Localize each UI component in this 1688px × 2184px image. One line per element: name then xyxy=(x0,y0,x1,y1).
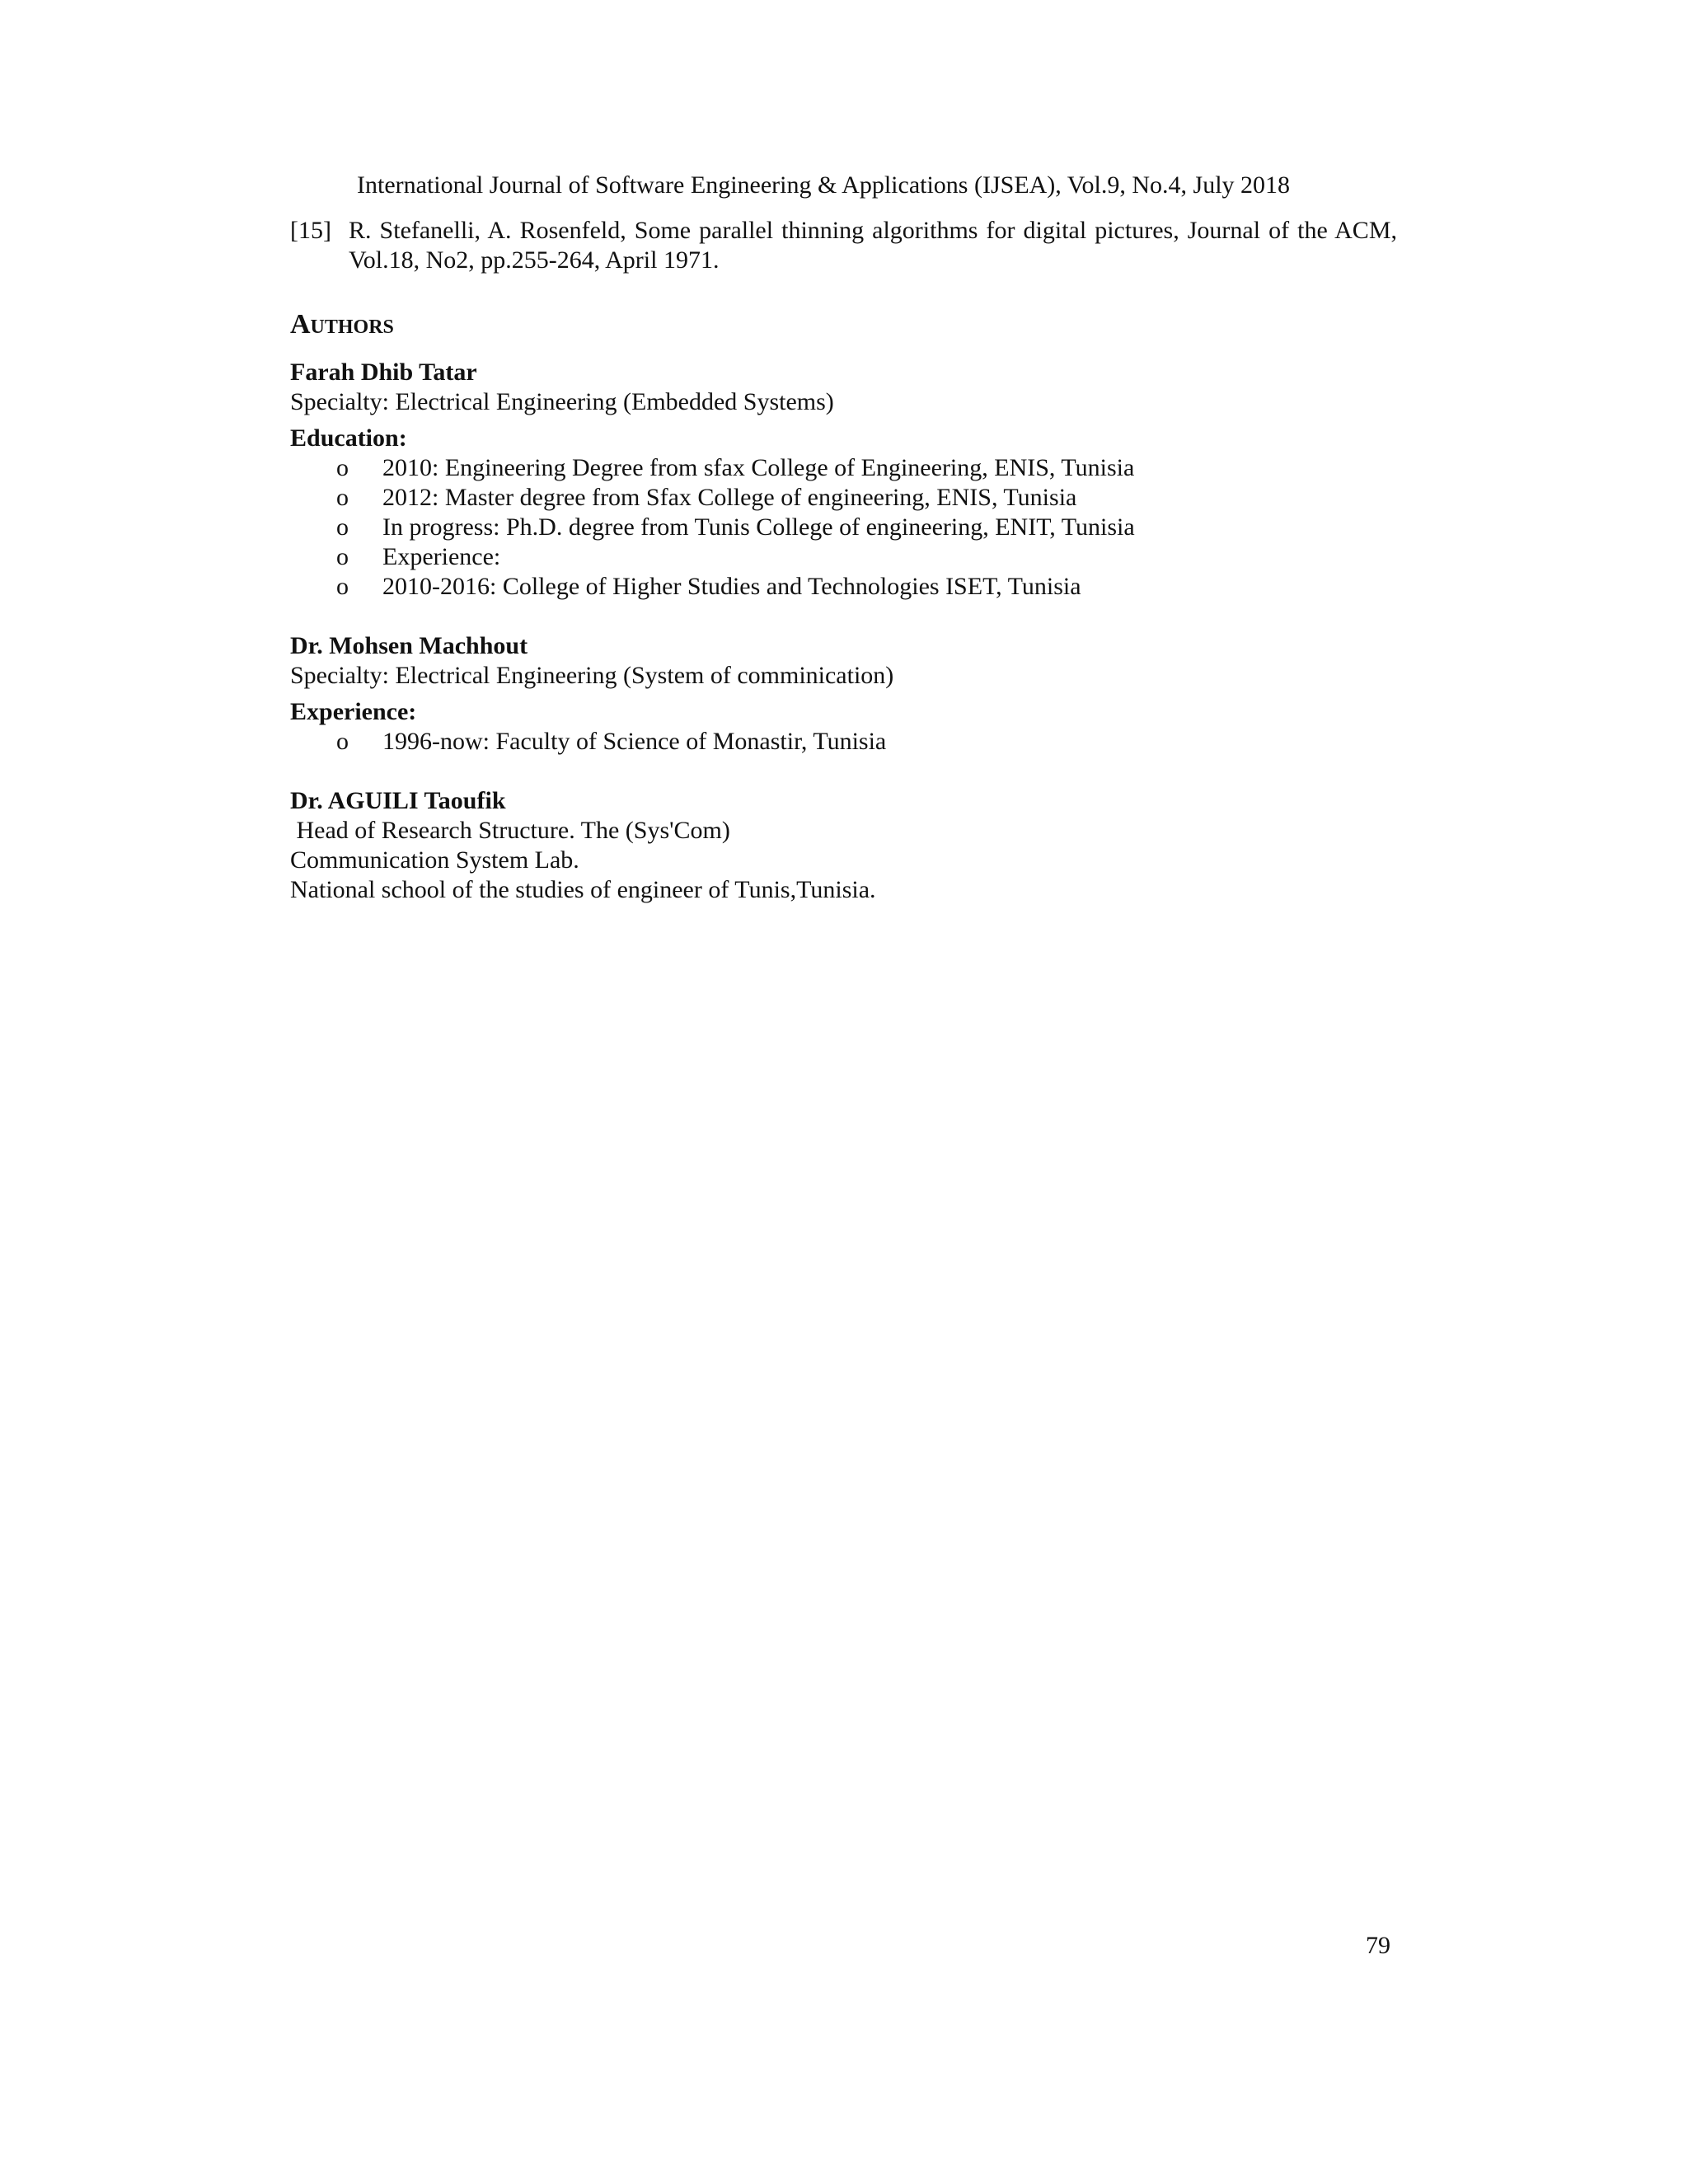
list-item-text: 2010: Engineering Degree from sfax College of Engineering, ENIS, Tunisia xyxy=(382,454,1135,481)
list-item-text: In progress: Ph.D. degree from Tunis College of engineering, ENIT, Tunisia xyxy=(382,513,1135,541)
author-block-farah-dhib-tatar xyxy=(290,358,1397,602)
author-specialty: Specialty: Electrical Engineering (Embedded Systems) xyxy=(290,388,834,415)
running-header: International Journal of Software Engineering & Applications (IJSEA), Vol.9, No.4, July 2018 xyxy=(357,171,1291,199)
experience-list xyxy=(290,727,1397,757)
list-item xyxy=(290,542,1397,572)
author-affiliation-line: National school of the studies of engineer of Tunis,Tunisia. xyxy=(290,876,876,903)
author-affiliation-line: Head of Research Structure. The (Sys'Com) xyxy=(290,817,730,844)
reference-number: [15] xyxy=(290,217,331,244)
list-item xyxy=(290,513,1397,542)
education-heading: Education: xyxy=(290,424,407,452)
page-number: 79 xyxy=(1366,1932,1390,1959)
list-item xyxy=(290,453,1397,483)
author-block-mohsen-machhout xyxy=(290,631,1397,757)
list-item-text: Experience: xyxy=(382,543,501,570)
author-name: Farah Dhib Tatar xyxy=(290,359,477,386)
list-item xyxy=(290,727,1397,757)
reference-text: R. Stefanelli, A. Rosenfeld, Some parallel thinning algorithms for digital pictures, Journal of the ACM, Vol.18, No2, pp.255-264, April 1971. xyxy=(349,217,1397,274)
reference-entry xyxy=(290,216,1397,275)
author-affiliation-line: Communication System Lab. xyxy=(290,846,579,874)
bullet-icon: o xyxy=(336,728,349,755)
experience-heading: Experience: xyxy=(290,698,417,725)
author-name: Dr. AGUILI Taoufik xyxy=(290,787,506,814)
education-list xyxy=(290,453,1397,602)
list-item-text: 1996-now: Faculty of Science of Monastir, Tunisia xyxy=(382,728,887,755)
page-content xyxy=(290,216,1397,905)
author-specialty: Specialty: Electrical Engineering (System of comminication) xyxy=(290,662,894,689)
bullet-icon: o xyxy=(336,484,349,511)
bullet-icon: o xyxy=(336,573,349,600)
author-block-aguili-taoufik xyxy=(290,786,1397,905)
bullet-icon: o xyxy=(336,454,349,481)
authors-heading: Authors xyxy=(290,309,394,340)
list-item xyxy=(290,572,1397,602)
list-item-text: 2012: Master degree from Sfax College of engineering, ENIS, Tunisia xyxy=(382,484,1077,511)
list-item-text: 2010-2016: College of Higher Studies and Technologies ISET, Tunisia xyxy=(382,573,1081,600)
bullet-icon: o xyxy=(336,543,349,570)
bullet-icon: o xyxy=(336,513,349,541)
list-item xyxy=(290,483,1397,513)
author-name: Dr. Mohsen Machhout xyxy=(290,632,528,659)
